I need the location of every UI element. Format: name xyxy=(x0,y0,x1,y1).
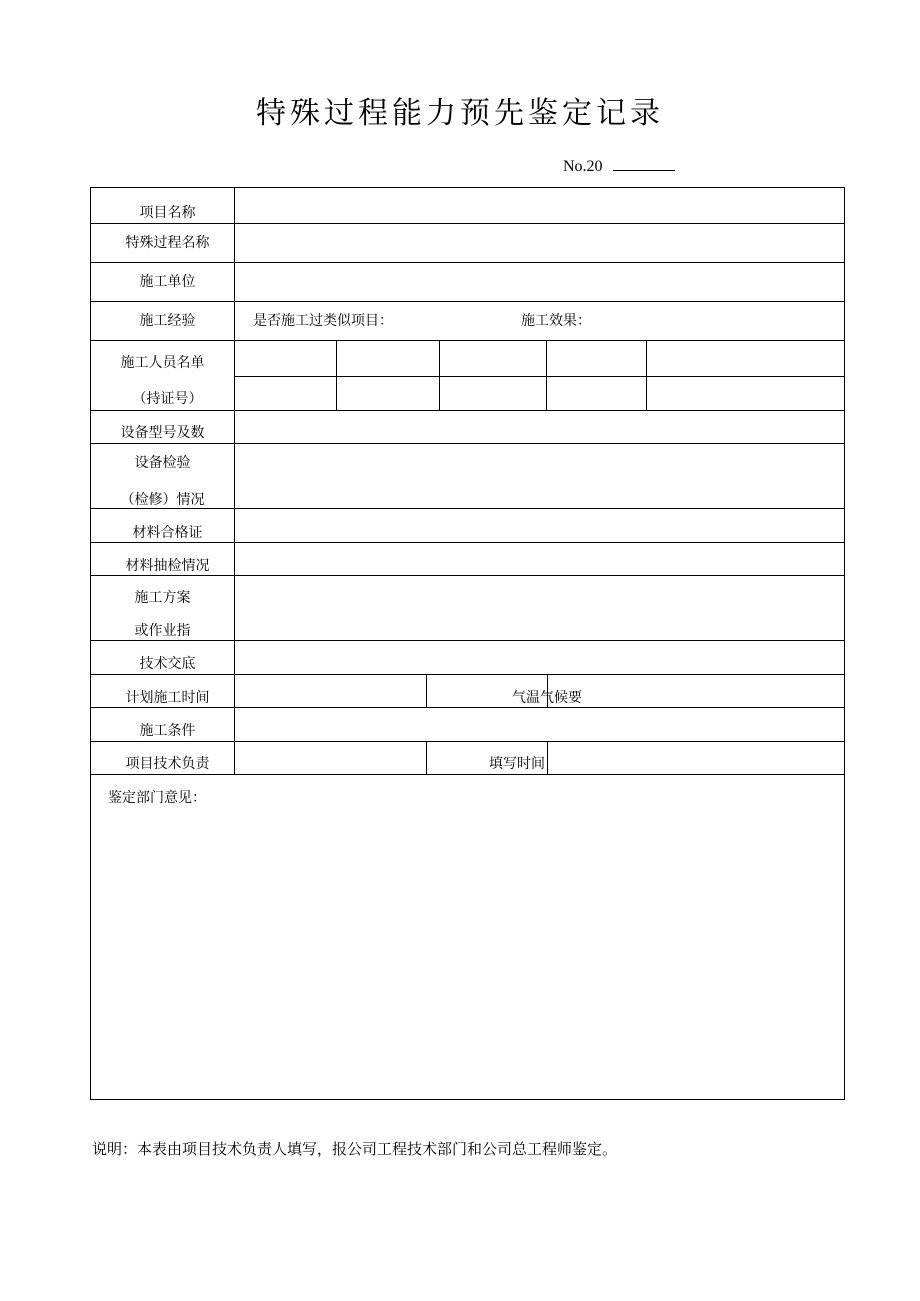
label-construction-conditions: 施工条件 xyxy=(139,723,196,739)
label-project-tech-lead: 项目技术负责 xyxy=(125,756,210,772)
row-divider xyxy=(91,443,844,444)
row-divider xyxy=(91,340,844,341)
document-title: 特殊过程能力预先鉴定记录 xyxy=(256,96,664,131)
label-construction-experience: 施工经验 xyxy=(139,313,196,329)
label-project-name: 项目名称 xyxy=(139,205,196,221)
label-construction-unit: 施工单位 xyxy=(139,274,196,290)
row-divider xyxy=(91,301,844,302)
label-technical-briefing: 技术交底 xyxy=(139,656,196,672)
column-divider xyxy=(336,340,337,410)
label-special-process-name: 特殊过程名称 xyxy=(125,235,210,251)
column-divider xyxy=(426,741,427,774)
label-construction-effect: 施工效果： xyxy=(521,313,591,329)
row-divider xyxy=(91,542,844,543)
row-divider xyxy=(234,376,844,377)
document-number xyxy=(563,156,675,176)
label-construction-plan: 施工方案 xyxy=(134,590,191,606)
row-divider xyxy=(91,223,844,224)
document-number-prefix: No.20 xyxy=(563,158,603,175)
label-equipment-inspection: 设备检验 xyxy=(134,455,191,471)
column-divider xyxy=(439,340,440,410)
footnote: 说明：本表由项目技术负责人填写，报公司工程技术部门和公司总工程师鉴定。 xyxy=(92,1140,618,1158)
column-divider xyxy=(546,340,547,410)
label-personnel-list: 施工人员名单 xyxy=(120,355,205,371)
row-divider xyxy=(91,508,844,509)
label-planned-time: 计划施工时间 xyxy=(125,690,210,706)
row-divider xyxy=(91,774,844,775)
label-work-instruction: 或作业指 xyxy=(134,623,191,639)
row-divider xyxy=(91,674,844,675)
label-equipment-model-qty: 设备型号及数 xyxy=(120,425,205,441)
row-divider xyxy=(91,707,844,708)
row-divider xyxy=(91,741,844,742)
label-weather-requirement: 气温气候要 xyxy=(512,690,582,706)
label-personnel-cert: （持证号） xyxy=(132,391,203,407)
label-material-sampling: 材料抽检情况 xyxy=(125,558,210,574)
document-number-blank[interactable] xyxy=(613,156,675,171)
row-divider xyxy=(91,262,844,263)
label-appraisal-opinion: 鉴定部门意见： xyxy=(108,790,206,806)
label-material-certificate: 材料合格证 xyxy=(132,525,203,541)
row-divider xyxy=(91,410,844,411)
label-similar-project-question: 是否施工过类似项目： xyxy=(253,313,393,329)
column-divider xyxy=(646,340,647,410)
label-fill-time: 填写时间 xyxy=(489,756,545,772)
row-divider xyxy=(91,640,844,641)
column-divider xyxy=(426,674,427,707)
appraisal-form-table xyxy=(90,187,845,1100)
label-equipment-repair-status: （检修）情况 xyxy=(120,492,205,508)
row-divider xyxy=(91,575,844,576)
